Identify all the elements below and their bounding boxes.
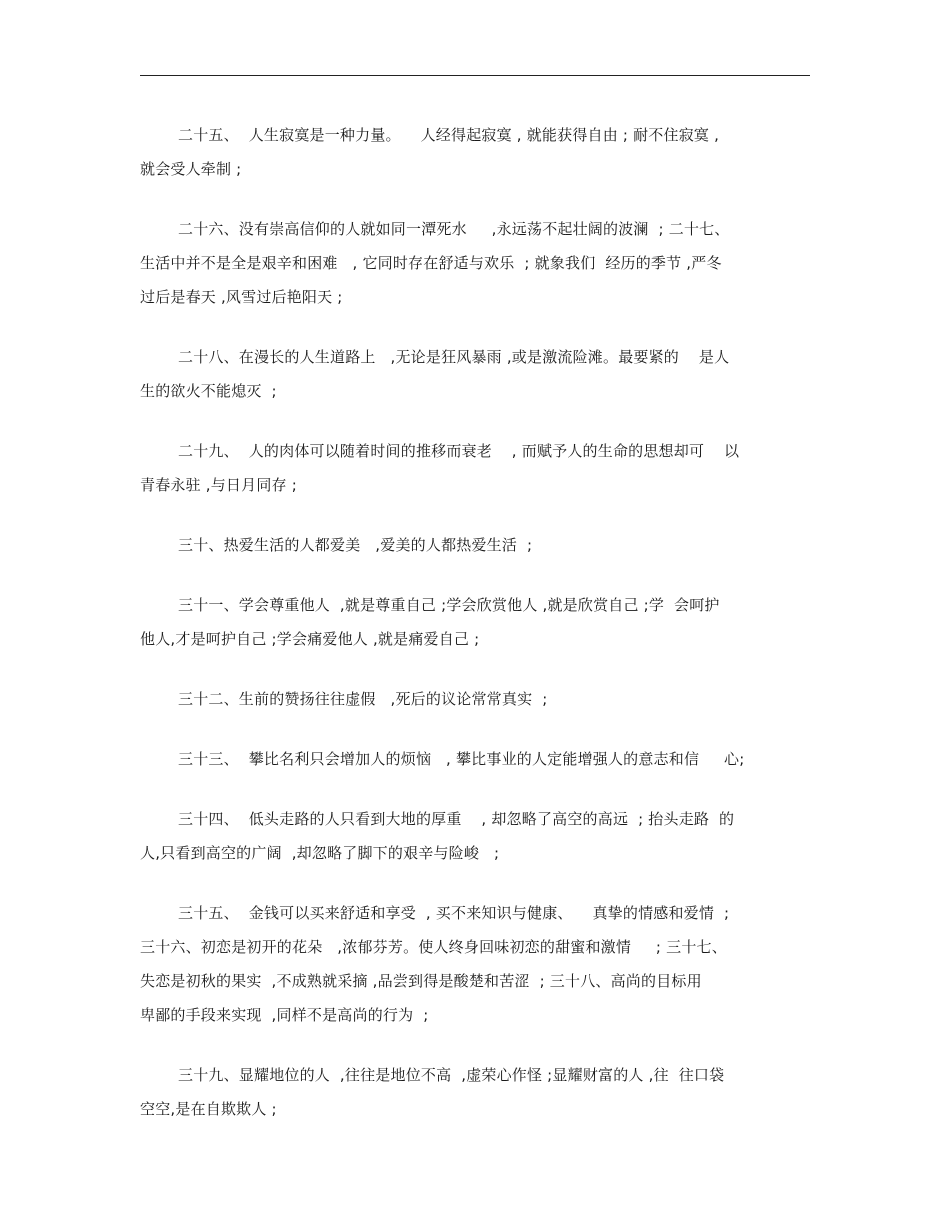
paragraph-33 xyxy=(140,742,820,776)
text-line: 他人,才是呵护自己 ;学会痛爱他人 ,就是痛爱自己 ; xyxy=(140,630,480,648)
paragraph-34 xyxy=(140,802,820,870)
text-line: 二十五、 人生寂寞是一种力量。 人经得起寂寞 , 就能获得自由 ; 耐不住寂寞 , xyxy=(178,126,720,144)
text-line: 就会受人牵制 ; xyxy=(140,160,242,178)
text-line: 二十六、没有崇高信仰的人就如同一潭死水 ,永远荡不起壮阔的波澜 ; 二十七、 xyxy=(178,220,730,238)
text-line: 三十九、显耀地位的人 ,往往是地位不高 ,虚荣心作怪 ;显耀财富的人 ,往 往口袋 xyxy=(178,1066,725,1084)
text-line: 人,只看到高空的广阔 ,却忽略了脚下的艰辛与险峻 ; xyxy=(140,844,500,862)
document-body xyxy=(140,118,820,1152)
header-rule xyxy=(140,75,810,76)
text-line: 三十、热爱生活的人都爱美 ,爱美的人都热爱生活 ; xyxy=(178,536,533,554)
paragraph-30 xyxy=(140,528,820,562)
text-line: 生的欲火不能熄灭 ; xyxy=(140,382,277,400)
text-line: 二十九、 人的肉体可以随着时间的推移而衰老 , 而赋予人的生命的思想却可 以 xyxy=(178,442,740,460)
text-line: 二十八、在漫长的人生道路上 ,无论是狂风暴雨 ,或是激流险滩。最要紧的 是人 xyxy=(178,348,730,366)
paragraph-39 xyxy=(140,1058,820,1126)
paragraph-35-38 xyxy=(140,896,820,1032)
text-line: 三十四、 低头走路的人只看到大地的厚重 , 却忽略了高空的高远 ; 抬头走路 的 xyxy=(178,810,735,828)
text-line: 青春永驻 ,与日月同存 ; xyxy=(140,476,297,494)
text-line: 过后是春天 ,风雪过后艳阳天 ; xyxy=(140,288,343,306)
text-line: 空空,是在自欺欺人 ; xyxy=(140,1100,277,1118)
paragraph-32 xyxy=(140,682,820,716)
text-line: 三十三、 攀比名利只会增加人的烦恼 , 攀比事业的人定能增强人的意志和信 心; xyxy=(178,750,745,768)
text-line: 三十五、 金钱可以买来舒适和享受 , 买不来知识与健康、 真挚的情感和爱情 ; xyxy=(178,904,730,922)
text-line: 失恋是初秋的果实 ,不成熟就采摘 ,品尝到得是酸楚和苦涩 ; 三十八、高尚的目标用 xyxy=(140,972,702,990)
paragraph-31 xyxy=(140,588,820,656)
text-line: 三十二、生前的赞扬往往虚假 ,死后的议论常常真实 ; xyxy=(178,690,548,708)
text-line: 卑鄙的手段来实现 ,同样不是高尚的行为 ; xyxy=(140,1006,429,1024)
paragraph-28 xyxy=(140,340,820,408)
paragraph-29 xyxy=(140,434,820,502)
paragraph-25 xyxy=(140,118,820,186)
text-line: 三十六、初恋是初开的花朵 ,浓郁芬芳。使人终身回味初恋的甜蜜和激情 ; 三十七、 xyxy=(140,938,727,956)
text-line: 生活中并不是全是艰辛和困难 , 它同时存在舒适与欢乐 ; 就象我们 经历的季节 ,严冬 xyxy=(140,254,722,272)
paragraph-26-27 xyxy=(140,212,820,314)
text-line: 三十一、学会尊重他人 ,就是尊重自己 ;学会欣赏他人 ,就是欣赏自己 ;学 会呵护 xyxy=(178,596,720,614)
